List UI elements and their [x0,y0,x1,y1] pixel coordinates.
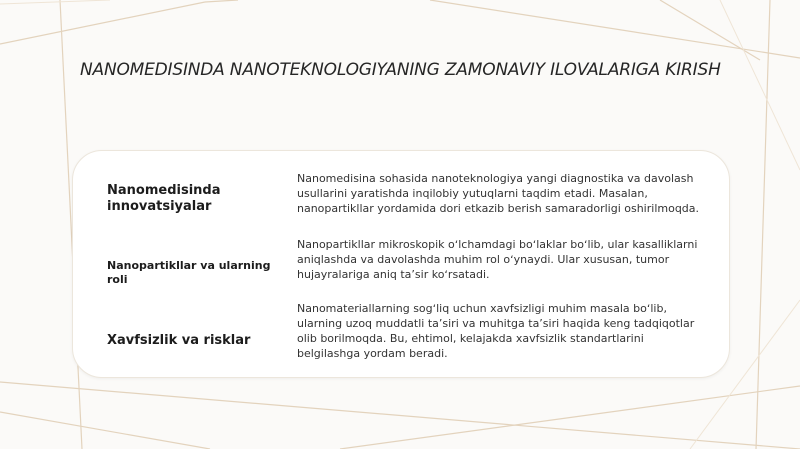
row-description: Nanomedisina sohasida nanoteknologiya yangi diagnostika va davolash usullarini yaratishda inqilobiy yutuqlarni taqdim etadi. Masalan, nanopartikllar yordamida dori etkazib berish samaradorligi oshirilmoqda. [297,172,700,215]
row-label: Xavfsizlik va risklar [107,333,251,348]
row-description: Nanopartikllar mikroskopik oʻlchamdagi boʻlaklar boʻlib, ular kasalliklarni aniqlashda va davolashda muhim rol oʻynaydi. Ular xususan, tumor hujayralariga aniq taʼsir koʻrsatadi. [297,238,698,281]
content-card [72,150,730,378]
row-label: Nanomedisinda innovatsiyalar [107,183,221,214]
row-label: Nanopartikllar va ularning roli [107,259,271,286]
slide-title: NANOMEDISINDA NANOTEKNOLOGIYANING ZAMONAVIY ILOVALARIGA KIRISH [80,60,721,80]
row-description: Nanomateriallarning sogʻliq uchun xavfsizligi muhim masala boʻlib, ularning uzoq muddatli taʼsiri va muhitga taʼsiri haqida keng tadqiqotlar olib borilmoqda. Bu, ehtimol, kelajakda xavfsizlik standartlarini belgilashga yordam beradi. [297,302,695,360]
